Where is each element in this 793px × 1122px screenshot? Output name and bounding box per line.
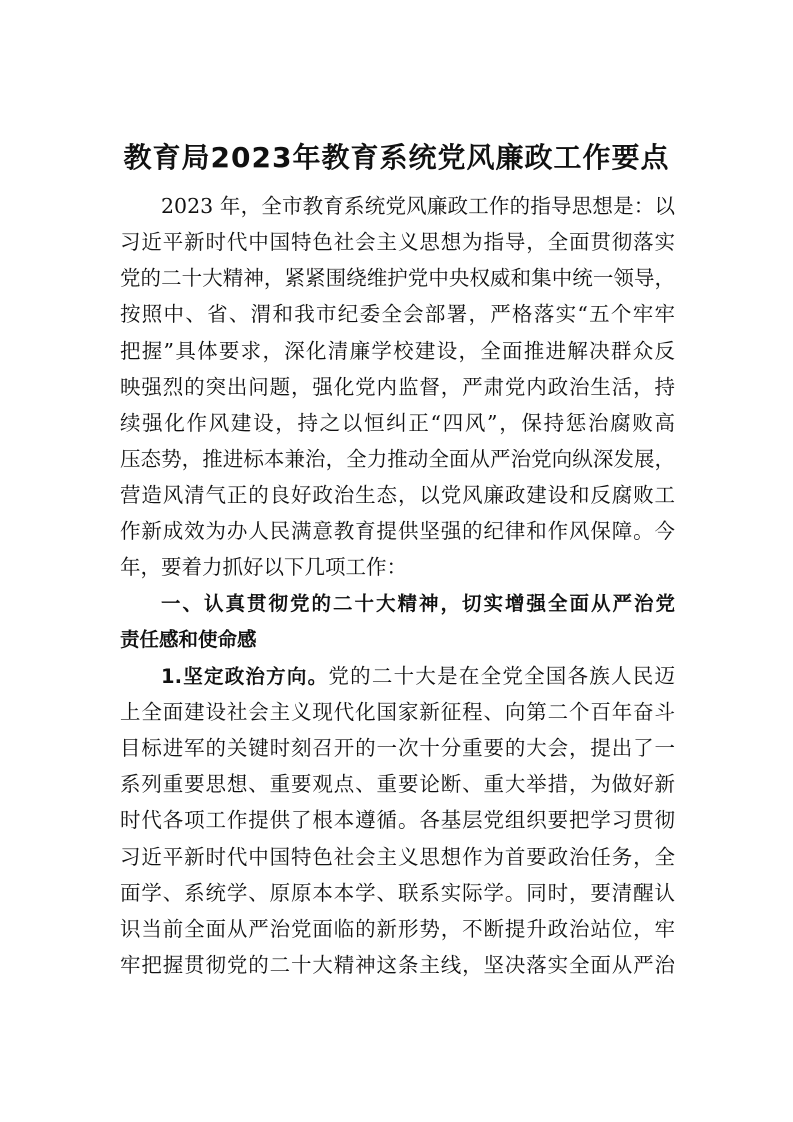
intro-line: 年，要着力抓好以下几项工作：: [120, 555, 407, 580]
section-heading: 责任感和使命感: [120, 627, 257, 651]
intro-line: 党的二十大精神，紧紧围绕维护党中央权威和集中统一领导，: [120, 266, 675, 291]
item-label: 1.坚定政治方向。: [161, 664, 329, 688]
intro-line: 压态势，推进标本兼治，全力推动全面从严治党向纵深发展，: [120, 446, 675, 471]
item-line: 系列重要思想、重要观点、重要论断、重大举措，为做好新: [120, 772, 675, 797]
intro-line: 续强化作风建设，持之以恒纠正“四风”，保持惩治腐败高: [120, 410, 675, 435]
intro-line: 2023 年，全市教育系统党风廉政工作的指导思想是：以: [161, 194, 675, 218]
item-first-line: [120, 658, 675, 694]
document-title: 教育局2023年教育系统党风廉政工作要点: [123, 141, 670, 174]
item-text: 党的二十大是在全党全国各族人民迈: [328, 663, 676, 688]
intro-line: 习近平新时代中国特色社会主义思想为指导，全面贯彻落实: [120, 230, 675, 255]
intro-line: 营造风清气正的良好政治生态，以党风廉政建设和反腐败工: [120, 483, 675, 508]
intro-line: 作新成效为办人民满意教育提供坚强的纪律和作风保障。今: [120, 519, 675, 544]
intro-line: 按照中、省、渭和我市纪委全会部署，严格落实“五个牢牢: [120, 302, 675, 327]
item-line: 时代各项工作提供了根本遵循。各基层党组织要把学习贯彻: [120, 808, 675, 833]
item-line: 牢把握贯彻党的二十大精神这条主线，坚决落实全面从严治: [120, 952, 675, 977]
document-body: [120, 188, 675, 983]
item-line: 识当前全面从严治党面临的新形势，不断提升政治站位，牢: [120, 916, 675, 941]
item-line: 习近平新时代中国特色社会主义思想作为首要政治任务，全: [120, 844, 675, 869]
item-line: 面学、系统学、原原本本学、联系实际学。同时，要清醒认: [120, 880, 675, 905]
intro-line: 把握”具体要求，深化清廉学校建设，全面推进解决群众反: [120, 338, 675, 363]
intro-line: 映强烈的突出问题，强化党内监督，严肃党内政治生活，持: [120, 374, 675, 399]
item-line: 上全面建设社会主义现代化国家新征程、向第二个百年奋斗: [120, 699, 675, 724]
item-line: 目标进军的关键时刻召开的一次十分重要的大会，提出了一: [120, 736, 675, 761]
section-heading: 一、认真贯彻党的二十大精神，切实增强全面从严治党: [161, 591, 675, 615]
